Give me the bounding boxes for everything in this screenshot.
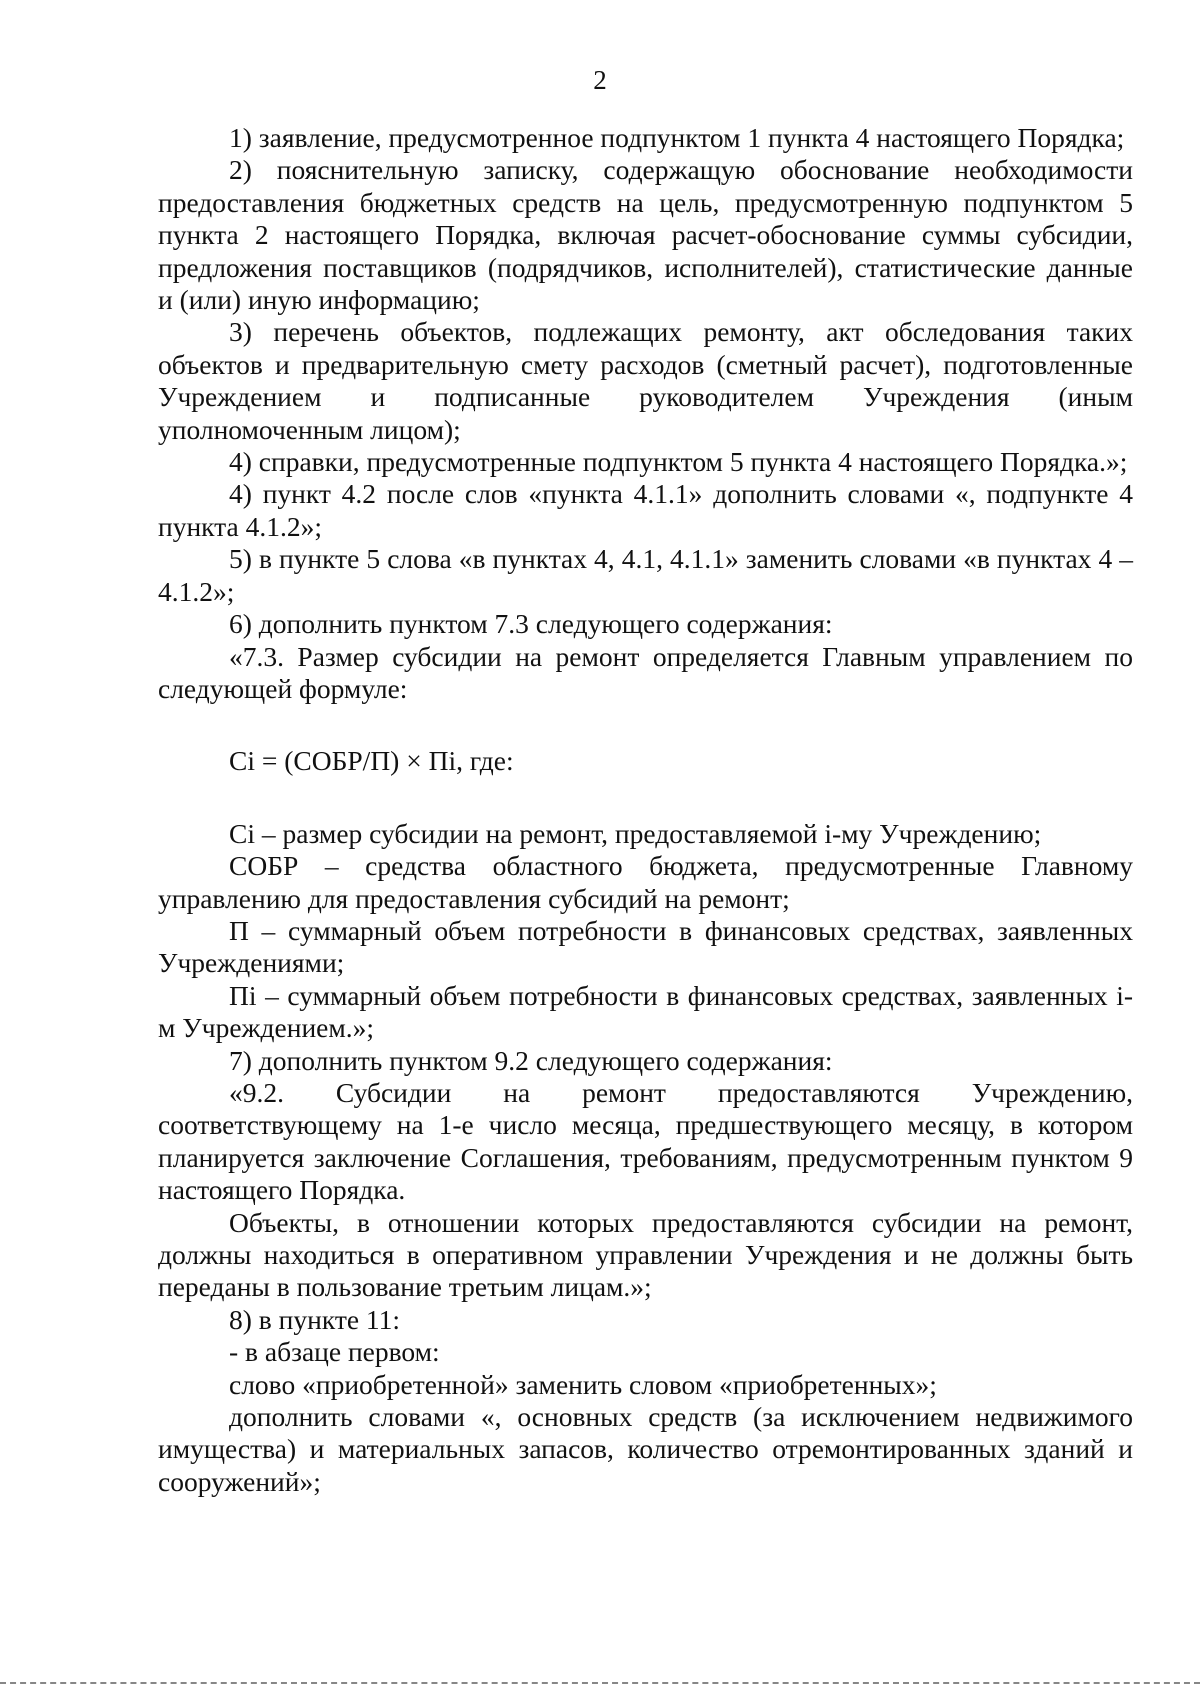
- paragraph-7-add-9-2: 7) дополнить пунктом 9.2 следующего содержания:: [229, 1044, 833, 1076]
- paragraph-first-subparagraph: - в абзаце первом:: [229, 1336, 440, 1368]
- paragraph-objects-management: Объекты, в отношении которых предоставляются субсидии на ремонт, должны находиться в оперативном управлении Учреждения и не должны быть переданы в пользование третьим лицам.»;: [158, 1206, 1133, 1303]
- definition-sobr: СОБР – средства областного бюджета, предусмотренные Главному управлению для предоставления субсидий на ремонт;: [158, 850, 1133, 914]
- paragraph-6-add-7-3: 6) дополнить пунктом 7.3 следующего содержания:: [229, 608, 833, 640]
- definition-p: П – суммарный объем потребности в финансовых средствах, заявленных Учреждениями;: [158, 914, 1133, 979]
- subsidy-formula: Сi = (СОБР/П) × Пi, где:: [229, 745, 514, 777]
- paragraph-3-objects-list: 3) перечень объектов, подлежащих ремонту, акт обследования таких объектов и предварительную смету расходов (сметный расчет), подготовленные Учреждением и подписанные руководителем Учреждения (иным уполномоченным лицом);: [158, 316, 1133, 445]
- paragraph-add-words: дополнить словами «, основных средств (за исключением недвижимого имущества) и материальных запасов, количество отремонтированных зданий и сооружений»;: [158, 1401, 1133, 1497]
- definition-ci: Сi – размер субсидии на ремонт, предоставляемой i-му Учреждению;: [229, 817, 1042, 849]
- page-number: 2: [593, 65, 607, 95]
- document-body: [158, 122, 1133, 1498]
- paragraph-2-explanatory-note: 2) пояснительную записку, содержащую обоснование необходимости предоставления бюджетных средств на цель, предусмотренную подпунктом 5 пункта 2 настоящего Порядка, включая расчет-обоснование суммы субсидии, предложения поставщиков (подрядчиков, исполнителей), статистические данные и (или) иную информацию;: [158, 154, 1133, 316]
- paragraph-1-application: 1) заявление, предусмотренное подпунктом 1 пункта 4 настоящего Порядка;: [229, 122, 1125, 153]
- paragraph-9-2-text: «9.2. Субсидии на ремонт предоставляются Учреждению, соответствующему на 1-е число месяца, предшествующего месяцу, в котором планируется заключение Соглашения, требованиям, предусмотренным пунктом 9 настоящего Порядка.: [158, 1076, 1133, 1206]
- scan-bottom-edge: [0, 1682, 1200, 1684]
- paragraph-4-certificates: 4) справки, предусмотренные подпунктом 5 пункта 4 настоящего Порядка.»;: [229, 446, 1128, 478]
- paragraph-4-clause-4-2: 4) пункт 4.2 после слов «пункта 4.1.1» дополнить словами «, подпункте 4 пункта 4.1.2»;: [158, 478, 1133, 542]
- paragraph-7-3-text: «7.3. Размер субсидии на ремонт определяется Главным управлением по следующей формуле:: [158, 640, 1133, 704]
- paragraph-8-clause-11: 8) в пункте 11:: [229, 1303, 401, 1335]
- definition-pi: Пi – суммарный объем потребности в финансовых средствах, заявленных i-м Учреждением.»;: [158, 979, 1133, 1044]
- paragraph-replace-word: слово «приобретенной» заменить словом «приобретенных»;: [229, 1368, 937, 1400]
- paragraph-5-clause-5: 5) в пункте 5 слова «в пунктах 4, 4.1, 4.1.1» заменить словами «в пунктах 4 – 4.1.2»;: [158, 543, 1133, 607]
